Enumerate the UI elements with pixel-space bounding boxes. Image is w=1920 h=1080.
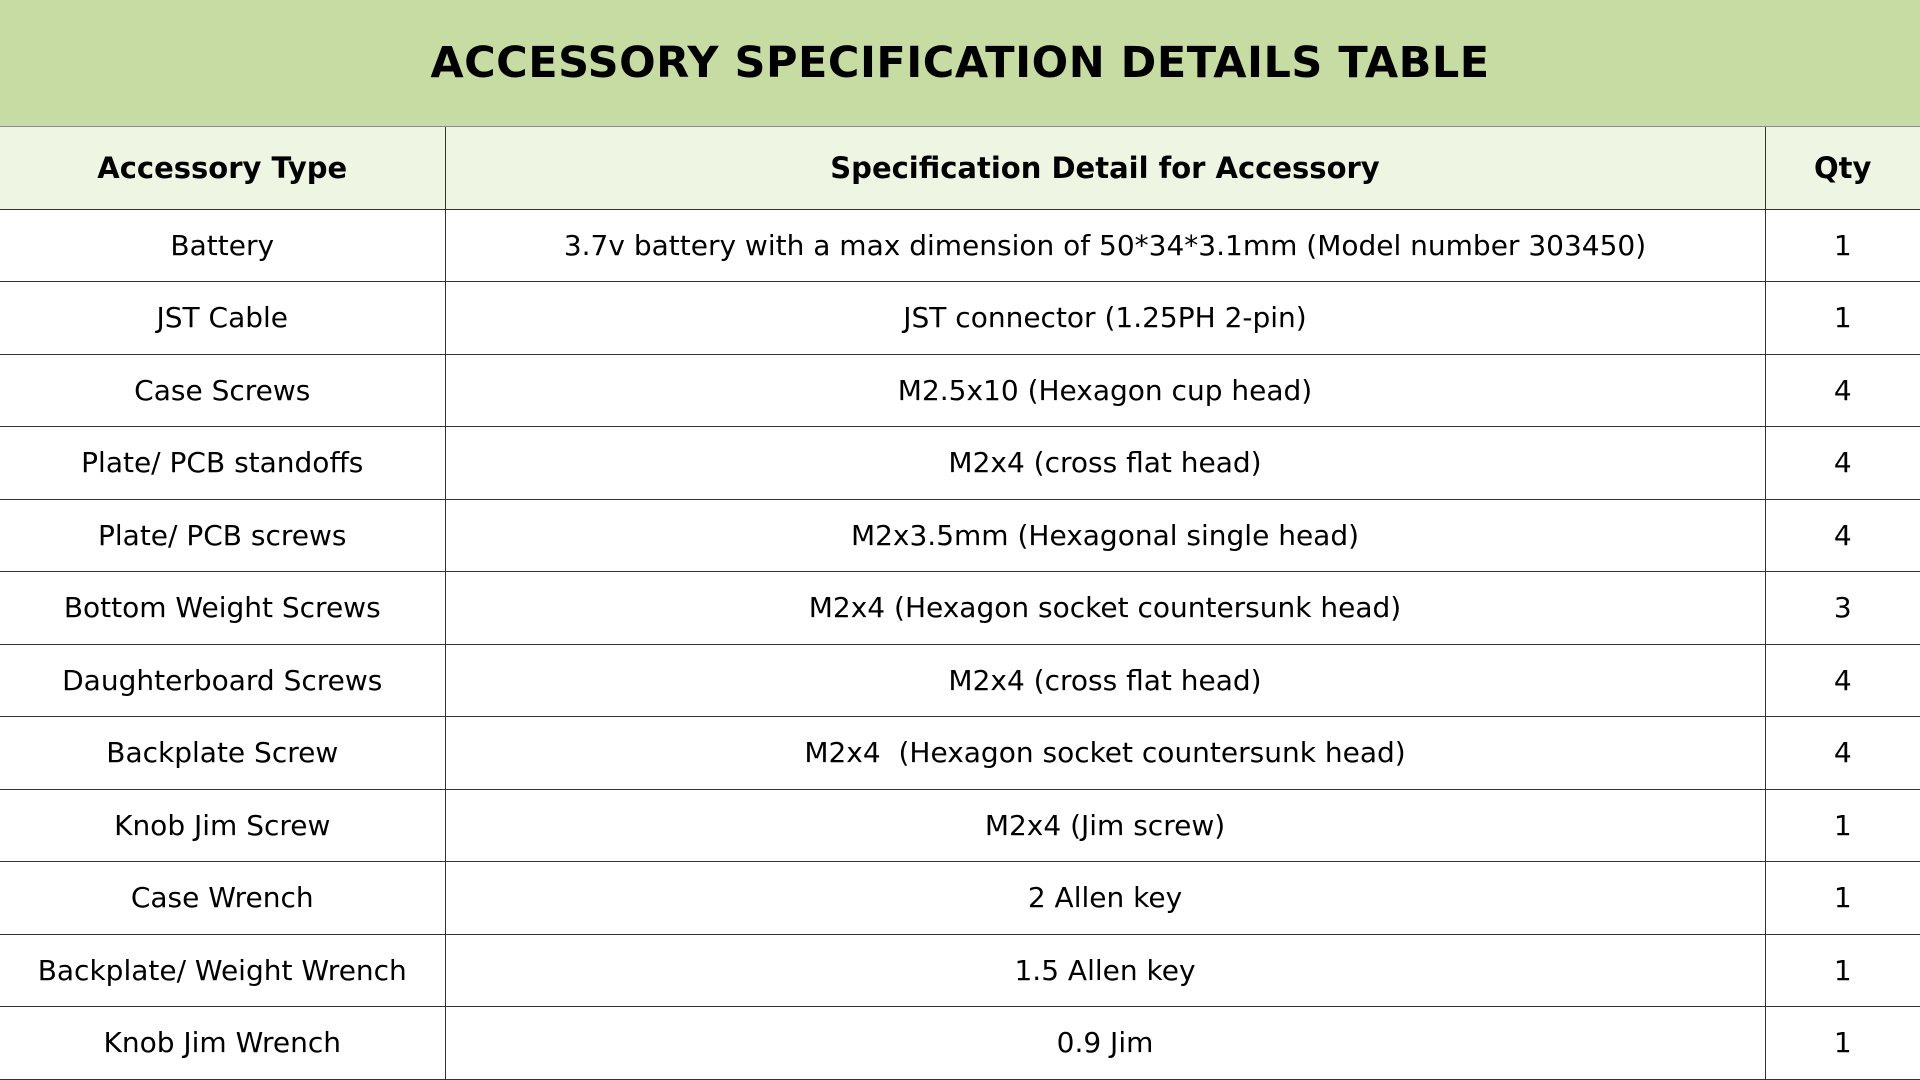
cell-specification[interactable]: M2x4 (Hexagon socket countersunk head) (445, 717, 1765, 790)
table-row (0, 862, 1920, 935)
cell-specification[interactable]: M2x4 (cross flat head) (445, 427, 1765, 500)
cell-accessory-type[interactable]: Backplate/ Weight Wrench (0, 934, 445, 1007)
cell-qty[interactable]: 1 (1765, 1007, 1920, 1080)
cell-accessory-type[interactable]: JST Cable (0, 282, 445, 355)
header-specification-detail[interactable]: Specification Detail for Accessory (445, 127, 1765, 209)
cell-accessory-type[interactable]: Bottom Weight Screws (0, 572, 445, 645)
accessory-spec-table (0, 127, 1920, 1080)
cell-qty[interactable]: 4 (1765, 354, 1920, 427)
header-accessory-type[interactable]: Accessory Type (0, 127, 445, 209)
table-row (0, 499, 1920, 572)
cell-specification[interactable]: M2x3.5mm (Hexagonal single head) (445, 499, 1765, 572)
cell-accessory-type[interactable]: Plate/ PCB standoffs (0, 427, 445, 500)
cell-specification[interactable]: 2 Allen key (445, 862, 1765, 935)
table-row (0, 209, 1920, 282)
table-title: ACCESSORY SPECIFICATION DETAILS TABLE (430, 38, 1490, 88)
cell-accessory-type[interactable]: Battery (0, 209, 445, 282)
header-qty[interactable]: Qty (1765, 127, 1920, 209)
cell-qty[interactable]: 4 (1765, 427, 1920, 500)
cell-accessory-type[interactable]: Case Wrench (0, 862, 445, 935)
cell-specification[interactable]: 3.7v battery with a max dimension of 50*34*3.1mm (Model number 303450) (445, 209, 1765, 282)
cell-qty[interactable]: 1 (1765, 282, 1920, 355)
cell-specification[interactable]: 1.5 Allen key (445, 934, 1765, 1007)
cell-specification[interactable]: M2x4 (Jim screw) (445, 789, 1765, 862)
cell-specification[interactable]: JST connector (1.25PH 2-pin) (445, 282, 1765, 355)
cell-qty[interactable]: 3 (1765, 572, 1920, 645)
cell-qty[interactable]: 4 (1765, 644, 1920, 717)
header-row (0, 127, 1920, 209)
table-row (0, 934, 1920, 1007)
cell-accessory-type[interactable]: Knob Jim Screw (0, 789, 445, 862)
table-row (0, 1007, 1920, 1080)
cell-qty[interactable]: 1 (1765, 789, 1920, 862)
cell-specification[interactable]: M2x4 (Hexagon socket countersunk head) (445, 572, 1765, 645)
table-row (0, 572, 1920, 645)
cell-qty[interactable]: 4 (1765, 717, 1920, 790)
cell-accessory-type[interactable]: Daughterboard Screws (0, 644, 445, 717)
title-banner (0, 0, 1920, 127)
cell-accessory-type[interactable]: Plate/ PCB screws (0, 499, 445, 572)
cell-qty[interactable]: 4 (1765, 499, 1920, 572)
cell-accessory-type[interactable]: Knob Jim Wrench (0, 1007, 445, 1080)
cell-specification[interactable]: M2x4 (cross flat head) (445, 644, 1765, 717)
cell-accessory-type[interactable]: Backplate Screw (0, 717, 445, 790)
cell-qty[interactable]: 1 (1765, 934, 1920, 1007)
table-row (0, 644, 1920, 717)
table-row (0, 789, 1920, 862)
table-row (0, 427, 1920, 500)
table-row (0, 717, 1920, 790)
table-row (0, 282, 1920, 355)
cell-specification[interactable]: M2.5x10 (Hexagon cup head) (445, 354, 1765, 427)
table-row (0, 354, 1920, 427)
cell-qty[interactable]: 1 (1765, 862, 1920, 935)
cell-accessory-type[interactable]: Case Screws (0, 354, 445, 427)
cell-qty[interactable]: 1 (1765, 209, 1920, 282)
cell-specification[interactable]: 0.9 Jim (445, 1007, 1765, 1080)
